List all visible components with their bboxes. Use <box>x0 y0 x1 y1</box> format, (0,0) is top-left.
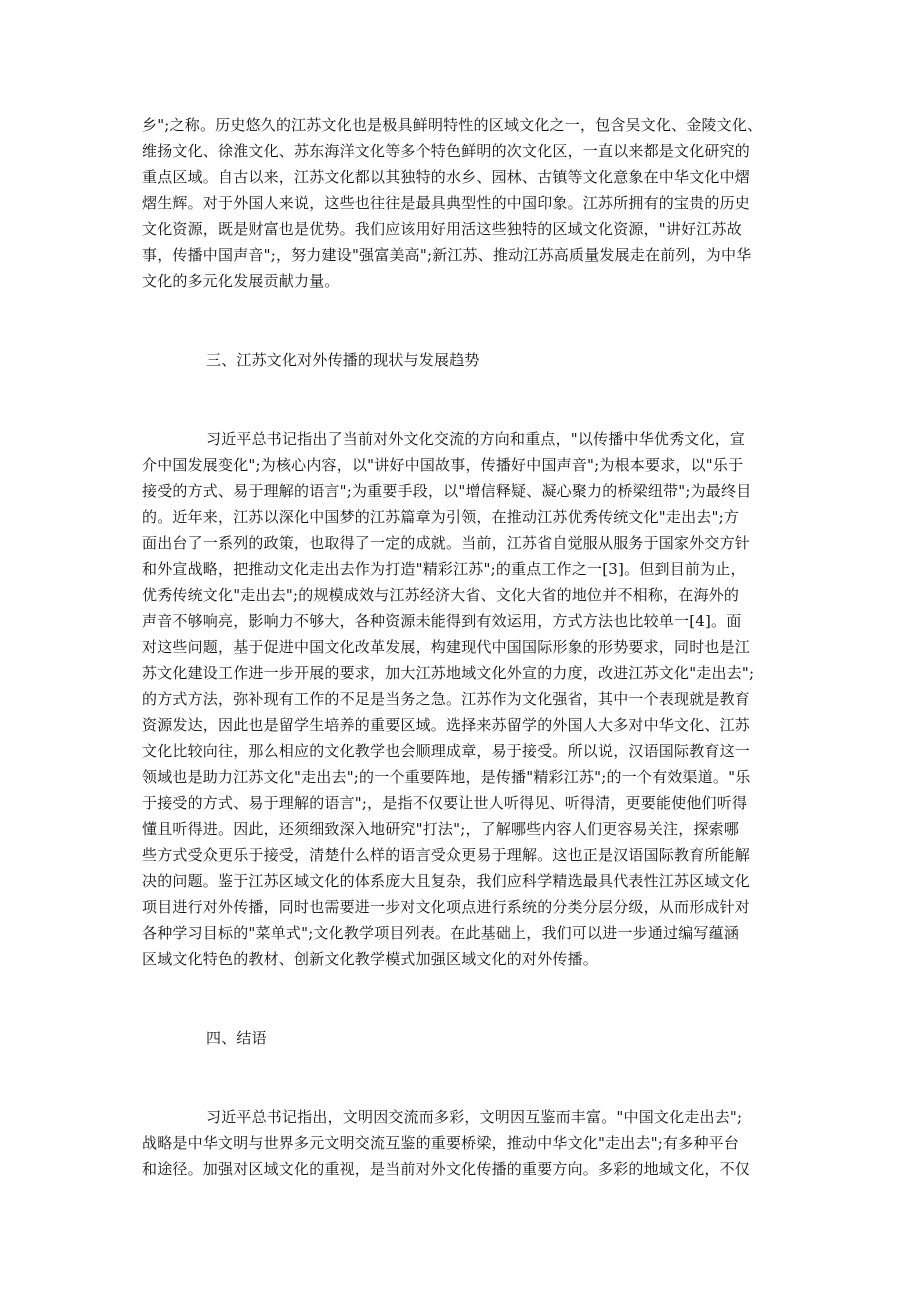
paragraph-line: 资源发达，因此也是留学生培养的重要区域。选择来苏留学的外国人大多对中华文化、江苏 <box>142 716 751 734</box>
paragraph-line: 习近平总书记指出了当前对外文化交流的方向和重点，"以传播中华优秀文化，宣 <box>206 430 746 448</box>
paragraph-line: 领域也是助力江苏文化"走出去";的一个重要阵地，是传播"精彩江苏";的一个有效渠道。"乐 <box>142 768 751 786</box>
paragraph-line: 维扬文化、徐淮文化、苏东海洋文化等多个特色鲜明的次文化区，一直以来都是文化研究的 <box>142 142 751 160</box>
paragraph-line: 优秀传统文化"走出去";的规模成效与江苏经济大省、文化大省的地位并不相称，在海外的 <box>142 586 740 604</box>
paragraph-line: 文化的多元化发展贡献力量。 <box>142 272 340 290</box>
paragraph-line: 文化比较向往，那么相应的文化教学也会顺理成章，易于接受。所以说，汉语国际教育这一 <box>142 742 751 760</box>
paragraph-line: 各种学习目标的"菜单式";文化教学项目列表。在此基础上，我们可以进一步通过编写蕴涵 <box>142 924 740 942</box>
paragraph-line: 介中国发展变化";为核心内容，以"讲好中国故事，传播好中国声音";为根本要求，以"乐于 <box>142 456 744 474</box>
paragraph-line: 决的问题。鉴于江苏区域文化的体系庞大且复杂，我们应科学精选最具代表性江苏区域文化 <box>142 872 751 890</box>
section-heading: 四、结语 <box>206 1029 267 1047</box>
paragraph-line: 项目进行对外传播，同时也需要进一步对文化项点进行系统的分类分层分级，从而形成针对 <box>142 898 751 916</box>
section-heading: 三、江苏文化对外传播的现状与发展趋势 <box>206 351 480 369</box>
paragraph-line: 苏文化建设工作进一步开展的要求，加大江苏地域文化外宣的力度，改进江苏文化"走出去"; <box>142 664 755 682</box>
paragraph-line: 接受的方式、易于理解的语言";为重要手段，以"增信释疑、凝心聚力的桥梁纽带";为最终目 <box>142 482 752 500</box>
paragraph-line: 熠生辉。对于外国人来说，这些也往往是最具典型性的中国印象。江苏所拥有的宝贵的历史 <box>142 194 751 212</box>
paragraph-line: 和外宣战略，把推动文化走出去作为打造"精彩江苏";的重点工作之一[3]。但到目前为止， <box>142 560 746 578</box>
paragraph-line: 重点区域。自古以来，江苏文化都以其独特的水乡、园林、古镇等文化意象在中华文化中熠 <box>142 168 751 186</box>
paragraph-line: 懂且听得进。因此，还须细致深入地研究"打法";，了解哪些内容人们更容易关注，探索哪 <box>142 820 740 838</box>
paragraph-line: 些方式受众更乐于接受，清楚什么样的语言受众更易于理解。这也正是汉语国际教育所能解 <box>142 846 751 864</box>
paragraph-line: 的。近年来，江苏以深化中国梦的江苏篇章为引领，在推动江苏优秀传统文化"走出去";方 <box>142 508 740 526</box>
paragraph-line: 习近平总书记指出，文明因交流而多彩，文明因互鉴而丰富。"中国文化走出去"; <box>206 1108 743 1126</box>
paragraph-line: 声音不够响亮，影响力不够大，各种资源未能得到有效运用，方式方法也比较单一[4]。面 <box>142 612 742 630</box>
paragraph-line: 和途径。加强对区域文化的重视，是当前对外文化传播的重要方向。多彩的地域文化，不仅 <box>142 1160 751 1178</box>
paragraph-line: 区域文化特色的教材、创新文化教学模式加强区域文化的对外传播。 <box>142 950 599 968</box>
paragraph-line: 事，传播中国声音";，努力建设"强富美高";新江苏、推动江苏高质量发展走在前列，为中华 <box>142 246 752 264</box>
paragraph-line: 面出台了一系列的政策，也取得了一定的成就。当前，江苏省自觉服从服务于国家外交方针 <box>142 534 751 552</box>
paragraph-line: 于接受的方式、易于理解的语言";，是指不仅要让世人听得见、听得清，更要能使他们听得 <box>142 794 748 812</box>
paragraph-line: 文化资源，既是财富也是优势。我们应该用好用活这些独特的区域文化资源，"讲好江苏故 <box>142 220 742 238</box>
paragraph-line: 战略是中华文明与世界多元文明交流互鉴的重要桥梁，推动中华文化"走出去";有多种平台 <box>142 1134 740 1152</box>
paragraph-line: 对这些问题，基于促进中国文化改革发展，构建现代中国国际形象的形势要求，同时也是江 <box>142 638 751 656</box>
paragraph-line: 乡";之称。历史悠久的江苏文化也是极具鲜明特性的区域文化之一，包含吴文化、金陵文化、 <box>142 116 763 134</box>
paragraph-line: 的方式方法，弥补现有工作的不足是当务之急。江苏作为文化强省，其中一个表现就是教育 <box>142 690 751 708</box>
